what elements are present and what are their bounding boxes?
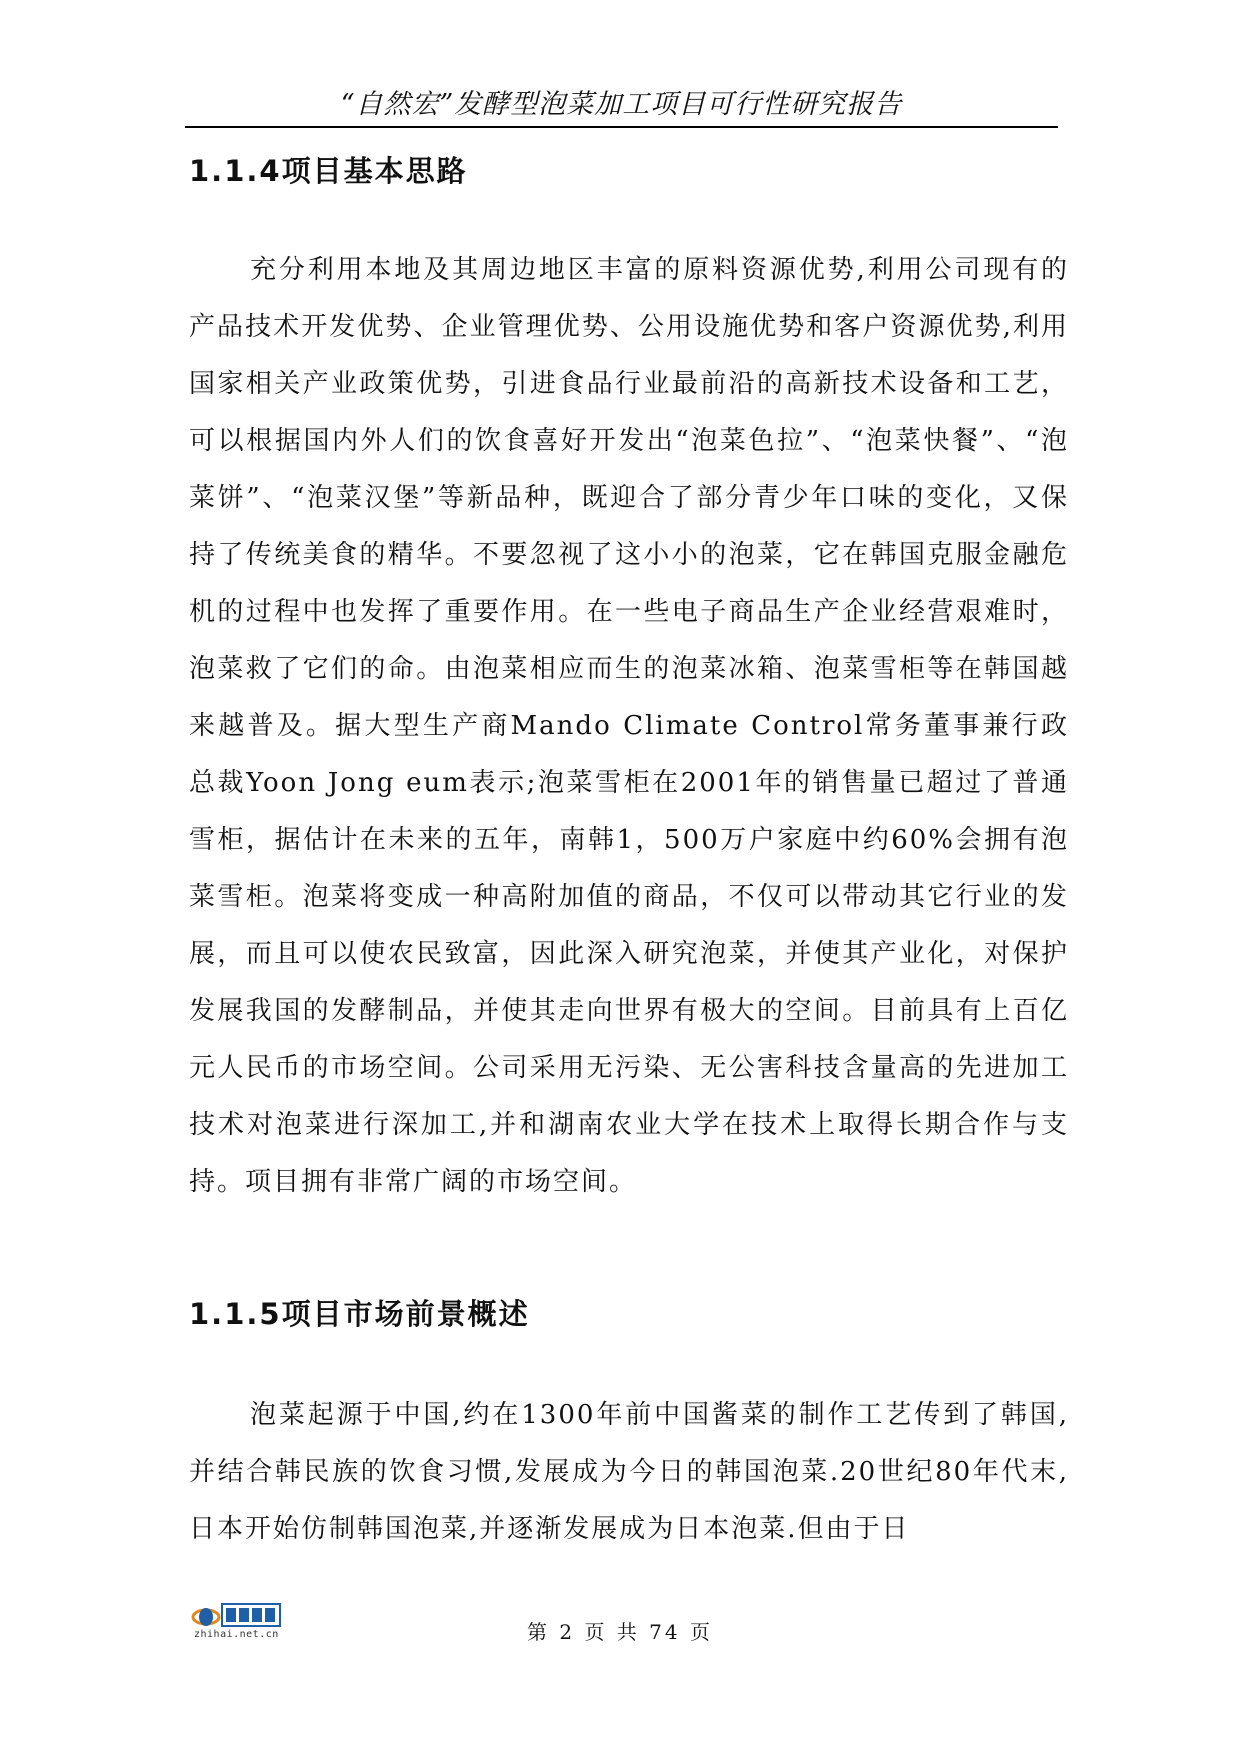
header-divider: [185, 126, 1058, 128]
page-header-title: “自然宏”发酵型泡菜加工项目可行性研究报告: [340, 89, 903, 120]
logo-website-text: zhihai.net.cn: [194, 1629, 279, 1640]
section-heading-basic-approach: 1.1.4项目基本思路: [189, 154, 468, 188]
section-heading-market-outlook: 1.1.5项目市场前景概述: [189, 1297, 530, 1331]
section-paragraph-basic-approach: 充分利用本地及其周边地区丰富的原料资源优势,利用公司现有的产品技术开发优势、企业管理优势、公用设施优势和客户资源优势,利用国家相关产业政策优势，引进食品行业最前沿的高新技术设备和工艺，可以根据国内外人们的饮食喜好开发出“泡菜色拉”、“泡菜快餐”、“泡菜饼”、“泡菜汉堡”等新品种，既迎合了部分青少年口味的变化，又保持了传统美食的精华。不要忽视了这小小的泡菜，它在韩国克服金融危机的过程中也发挥了重要作用。在一些电子商品生产企业经营艰难时，泡菜救了它们的命。由泡菜相应而生的泡菜冰箱、泡菜雪柜等在韩国越来越普及。据大型生产商Mando Climate Control常务董事兼行政总裁Yoon Jong eum表示;泡菜雪柜在2001年的销售量已超过了普通雪柜，据估计在未来的五年，南韩1，500万户家庭中约60%会拥有泡菜雪柜。泡菜将变成一种高附加值的商品，不仅可以带动其它行业的发展，而且可以使农民致富，因此深入研究泡菜，并使其产业化，对保护发展我国的发酵制品，并使其走向世界有极大的空间。目前具有上百亿元人民币的市场空间。公司采用无污染、无公害科技含量高的先进加工技术对泡菜进行深加工,并和湖南农业大学在技术上取得长期合作与支持。项目拥有非常广阔的市场空间。: [189, 255, 1069, 1197]
page-number: 第 2 页 共 74 页: [527, 1620, 713, 1644]
section-paragraph-market-outlook: 泡菜起源于中国,约在1300年前中国酱菜的制作工艺传到了韩国,并结合韩民族的饮食习惯,发展成为今日的韩国泡菜.20世纪80年代末,日本开始仿制韩国泡菜,并逐渐发展成为日本泡菜.但由于日: [189, 1400, 1069, 1544]
